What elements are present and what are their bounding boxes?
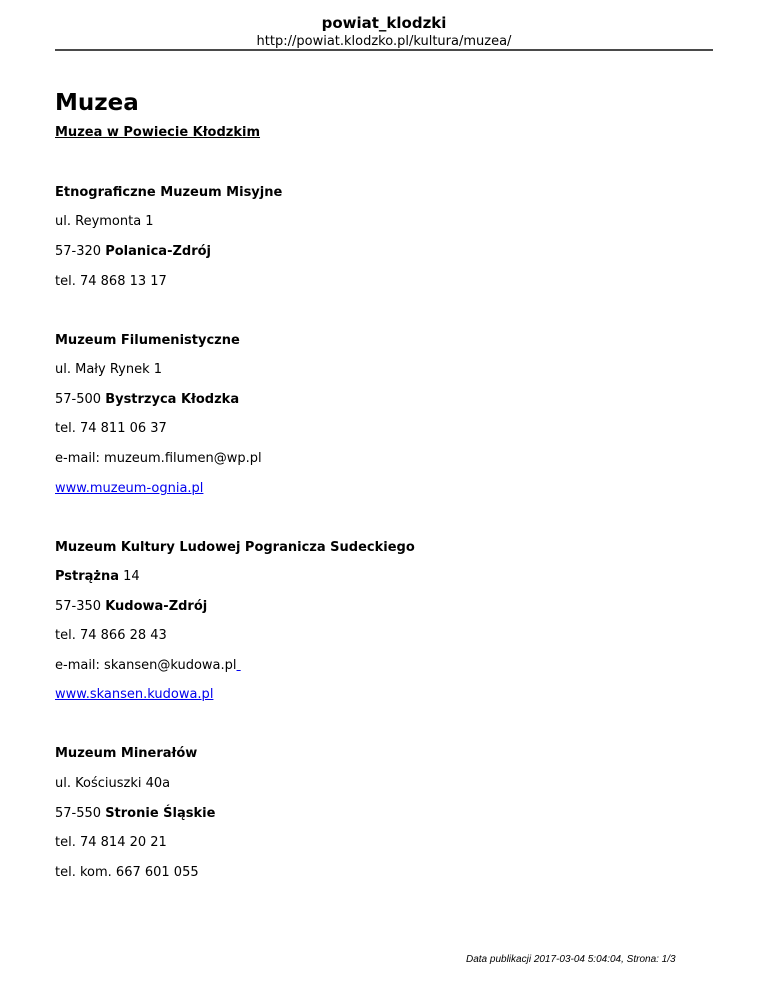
page-footer: Data publikacji 2017-03-04 5:04:04, Strona: 1/3 bbox=[466, 954, 676, 965]
museum-city: Stronie Śląskie bbox=[105, 806, 216, 821]
museum-city: Bystrzyca Kłodzka bbox=[105, 392, 240, 407]
museum-name: Etnograficzne Muzeum Misyjne bbox=[55, 185, 283, 200]
museum-street bbox=[55, 569, 140, 585]
museum-website-row bbox=[55, 481, 203, 497]
header-divider bbox=[55, 49, 713, 51]
museum-name: Muzeum Kultury Ludowej Pogranicza Sudeckiego bbox=[55, 540, 415, 555]
museum-mobile-phone: tel. kom. 667 601 055 bbox=[55, 865, 199, 880]
museum-street: ul. Kościuszki 40a bbox=[55, 776, 171, 791]
museum-city: Polanica-Zdrój bbox=[105, 244, 211, 259]
museum-street-name: Pstrążna bbox=[55, 569, 120, 584]
page-title: Muzea bbox=[55, 90, 139, 116]
museum-city: Kudowa-Zdrój bbox=[105, 599, 208, 614]
museum-phone: tel. 74 811 06 37 bbox=[55, 421, 167, 436]
museum-street-number: 14 bbox=[119, 569, 140, 584]
museum-postcode: 57-500 bbox=[55, 392, 102, 407]
museum-email: e-mail: skansen@kudowa.pl bbox=[55, 658, 237, 673]
museum-postal-address bbox=[55, 599, 207, 615]
museum-website-link[interactable]: www.muzeum-ognia.pl bbox=[55, 481, 204, 496]
museum-email-link[interactable] bbox=[237, 658, 241, 673]
museum-postcode: 57-350 bbox=[55, 599, 102, 614]
museum-phone: tel. 74 814 20 21 bbox=[55, 835, 167, 850]
museum-street: ul. Reymonta 1 bbox=[55, 214, 154, 229]
museum-name: Muzeum Filumenistyczne bbox=[55, 333, 240, 348]
museum-website-link[interactable]: www.skansen.kudowa.pl bbox=[55, 687, 214, 702]
museum-postal-address bbox=[55, 806, 215, 822]
museum-email: e-mail: muzeum.filumen@wp.pl bbox=[55, 451, 262, 466]
museum-postal-address bbox=[55, 392, 239, 408]
museum-website-row bbox=[55, 687, 213, 703]
museum-street: ul. Mały Rynek 1 bbox=[55, 362, 163, 377]
museum-postcode: 57-320 bbox=[55, 244, 102, 259]
page-header bbox=[55, 0, 713, 50]
site-name: powiat_klodzki bbox=[321, 14, 447, 32]
museum-phone: tel. 74 866 28 43 bbox=[55, 628, 167, 643]
museum-email-row bbox=[55, 658, 241, 674]
page-url: http://powiat.klodzko.pl/kultura/muzea/ bbox=[256, 34, 512, 49]
museum-name: Muzeum Minerałów bbox=[55, 746, 198, 761]
museum-postal-address bbox=[55, 244, 211, 260]
page-subtitle: Muzea w Powiecie Kłodzkim bbox=[55, 125, 261, 140]
museum-phone: tel. 74 868 13 17 bbox=[55, 274, 167, 289]
museum-postcode: 57-550 bbox=[55, 806, 102, 821]
